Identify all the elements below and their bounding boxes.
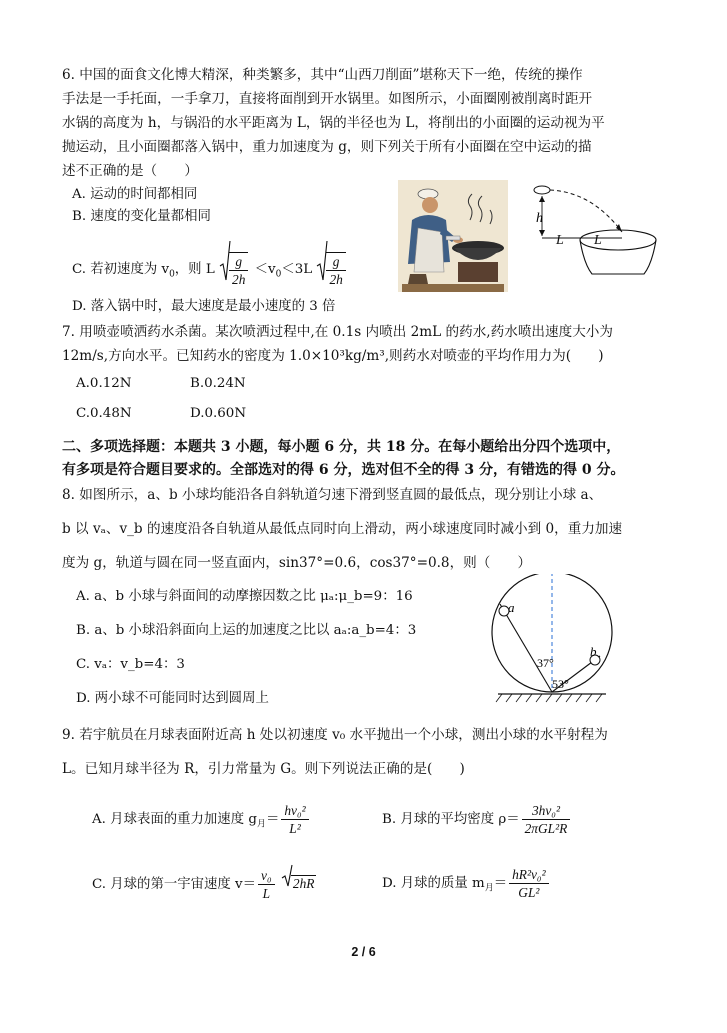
svg-text:b: b [590, 644, 597, 659]
q8-line-2: b 以 vₐ、v_b 的速度沿各自轨道从最低点同时向上滑动，两小球速度同时减小到 0，重力加速 [62, 521, 623, 537]
q6-line-3: 水锅的高度为 h，与锅沿的水平距离为 L，锅的半径也为 L，将削出的小面圈的运动视为平 [62, 115, 605, 131]
circle-track-diagram [482, 574, 622, 706]
q9-option-c: C. 月球的第一宇宙速度 v＝ $\frac{\text{v₀}}{L}$ 2hR [92, 862, 316, 907]
section2-line-1: 二、多项选择题：本题共 3 小题，每小题 6 分，共 18 分。在每小题给出分四个选项中， [62, 439, 621, 455]
q6-line-4: 抛运动，且小面圈都落入锅中，重力加速度为 g，则下列关于所有小面圈在空中运动的描 [62, 139, 592, 155]
noodle-chef-image [398, 180, 508, 292]
q8-option-b: B. a、b 小球沿斜面向上运的加速度之比以 aₐ:a_b=4：3 [76, 623, 417, 638]
q8-line-1: 8. 如图所示，a、b 小球均能沿各自斜轨道匀速下滑到竖直圆的最低点，现分别让小球 a、 [62, 487, 603, 503]
q7-option-c: C.0.48N [76, 406, 132, 421]
svg-text:L: L [594, 233, 602, 248]
page-number: 2 / 6 [351, 945, 376, 959]
q9-line-1: 9. 若宇航员在月球表面附近高 h 处以初速度 v₀ 水平抛出一个小球，测出小球的水平射程为 [62, 727, 608, 743]
svg-text:37°: 37° [537, 656, 554, 670]
q6-option-b: B. 速度的变化量都相同 [72, 209, 211, 224]
q6-option-c: C. 若初速度为 $v_0$，则 L $\frac{g}{2h}$ $<v_0<3L$ $\frac{g}{2h}$ [72, 240, 348, 299]
pot-trajectory-diagram [522, 178, 662, 296]
q7-option-b: B.0.24N [190, 376, 246, 391]
q7-option-a: A.0.12N [76, 376, 132, 391]
q6-line-1: 6. 中国的面食文化博大精深，种类繁多，其中“山西刀削面”堪称天下一绝，传统的操作 [62, 67, 583, 83]
q8-option-a: A. a、b 小球与斜面间的动摩擦因数之比 μₐ:μ_b=9：16 [76, 589, 413, 604]
q6-line-5: 述不正确的是（ ） [62, 163, 198, 179]
q7-line-2: 12m/s,方向水平。已知药水的密度为 1.0×10³kg/m³,则药水对喷壶的平均作用力为( ) [62, 348, 604, 364]
q9-option-d: D. 月球的质量 $m_月=$ $\frac{\text{hR²v₀²}}{\text{GL²}}$ [382, 862, 551, 911]
q8-option-d: D. 两小球不可能同时达到圆周上 [76, 691, 269, 706]
q6-line-2: 手法是一手托面，一手拿刀，直接将面削到开水锅里。如图所示，小面圈刚被削离时距开 [62, 91, 593, 107]
section2-line-2: 有多项是符合题目要求的。全部选对的得 6 分，选对但不全的得 3 分，有错选的得 0 分。 [62, 462, 625, 478]
q7-option-d: D.0.60N [190, 406, 247, 421]
svg-text:h: h [536, 211, 543, 226]
q7-line-1: 7. 用喷壶喷洒药水杀菌。某次喷洒过程中,在 0.1s 内喷出 2mL 的药水,药水喷出速度大小为 [62, 324, 613, 340]
svg-text:53°: 53° [552, 677, 569, 691]
q6-option-a: A. 运动的时间都相同 [72, 187, 198, 202]
svg-text:L: L [556, 233, 564, 248]
q8-line-3: 度为 g，轨道与圆在同一竖直面内，sin37°=0.6，cos37°=0.8，则（ ） [62, 555, 532, 571]
svg-text:a: a [508, 600, 515, 615]
q6-option-d: D. 落入锅中时，最大速度是最小速度的 3 倍 [72, 299, 336, 314]
q9-option-b: B. 月球的平均密度 ρ＝ $\frac{\text{3hv₀²}}{\text{2πGL²R}}$ [382, 798, 572, 842]
q9-option-a: A. 月球表面的重力加速度 $g_月=$ $\frac{\text{hv₀²}}{\text{L²}}$ [92, 798, 311, 847]
q8-option-c: C. vₐ：v_b=4：3 [76, 657, 185, 672]
q9-line-2: L。已知月球半径为 R，引力常量为 G。则下列说法正确的是( ) [62, 761, 465, 777]
